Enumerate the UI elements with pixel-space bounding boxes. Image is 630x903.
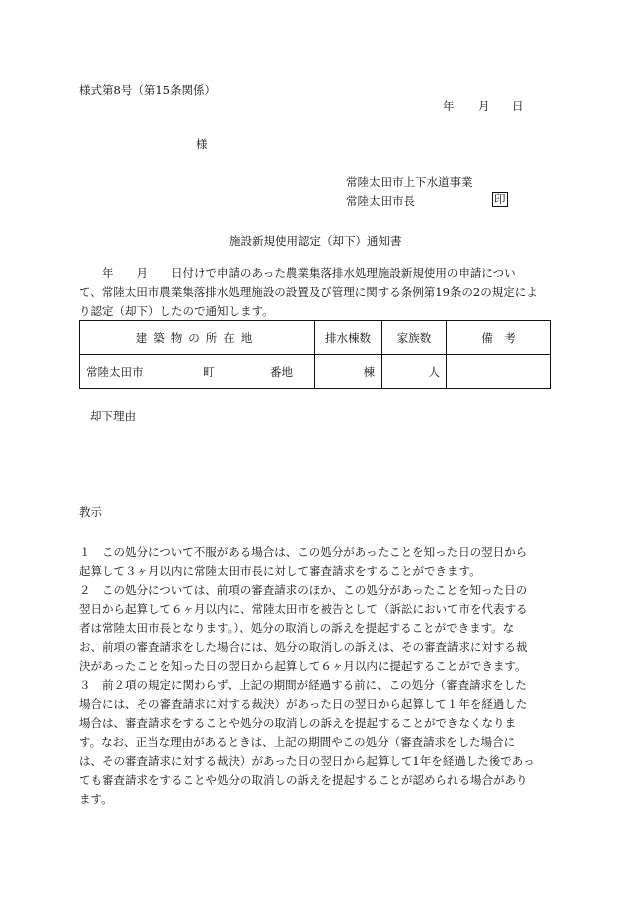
- body-line: り認定（却下）したので通知します。: [79, 304, 274, 318]
- body-line: て、常陸太田市農業集落排水処理施設の設置及び管理に関する条例第19条の2の規定によ: [79, 285, 538, 299]
- seal-mark: [492, 192, 508, 207]
- form-number: 様式第8号（第15条関係）: [79, 83, 216, 97]
- date-month: 月: [478, 99, 490, 113]
- table-header-row: [80, 321, 551, 355]
- header-remarks: 備 考: [447, 321, 551, 355]
- remarks-cell: [447, 355, 551, 389]
- instruction-line: お、前項の審査請求をした場合には、処分の取消しの訴えは、その審査請求に対する裁: [79, 640, 528, 654]
- addressee-suffix: 様: [196, 137, 208, 151]
- instruction-line: は、その審査請求に対する裁決）があった日の翌日から起算して1年を経過した後であっ: [79, 754, 535, 768]
- header-location: 建築物の所在地: [80, 321, 315, 355]
- instruction-text: [79, 543, 549, 809]
- location-town-unit: 町: [203, 364, 215, 379]
- instruction-line: ても審査請求をすることや処分の取消しの訴えを提起することが認められる場合があり: [79, 773, 528, 787]
- table-row: [80, 355, 551, 389]
- date-day: 日: [512, 99, 524, 113]
- instruction-heading: 教示: [79, 505, 102, 519]
- instruction-line: １ この処分について不服がある場合は、この処分があったことを知った日の翌日から: [79, 545, 528, 559]
- body-line: 年 月 日付けで申請のあった農業集落排水処理施設新規使用の申請につい: [79, 266, 516, 280]
- building-info-table: [79, 320, 551, 389]
- seal-text: 印: [494, 192, 506, 206]
- instruction-line: 場合には、その審査請求に対する裁決）があった日の翌日から起算して１年を経過した: [79, 697, 528, 711]
- instruction-line: 決があったことを知った日の翌日から起算して６ヶ月以内に提起することができます。: [79, 659, 527, 673]
- header-drain-count: 排水棟数: [315, 321, 382, 355]
- location-cell: [80, 355, 315, 389]
- body-text: [79, 264, 549, 321]
- instruction-line: ３ 前２項の規定に関わらず、上記の期間が経過する前に、この処分（審査請求をした: [79, 678, 527, 692]
- instruction-line: ます。: [79, 792, 113, 806]
- location-lot-unit: 番地: [270, 364, 293, 379]
- instruction-line: 起算して３ヶ月以内に常陸太田市長に対して審査請求をすることができます。: [79, 564, 481, 578]
- location-city: 常陸太田市: [86, 364, 144, 379]
- drain-count-cell: 棟: [315, 355, 382, 389]
- document-title: 施設新規使用認定（却下）通知書: [229, 234, 402, 248]
- date-year: 年: [443, 99, 455, 113]
- instruction-line: ２ この処分については、前項の審査請求のほか、この処分があったことを知った日の: [79, 583, 528, 597]
- instruction-line: 翌日から起算して６ヶ月以内に、常陸太田市を被告として（訴訟において市を代表する: [79, 602, 528, 616]
- family-count-cell: 人: [382, 355, 447, 389]
- instruction-line: 者は常陸太田市長となります。）、処分の取消しの訴えを提起することができます。な: [79, 621, 515, 635]
- rejection-reason-label: 却下理由: [90, 409, 136, 423]
- header-family-count: 家族数: [382, 321, 447, 355]
- issuer-title: 常陸太田市長: [346, 194, 415, 208]
- instruction-line: 場合は、審査請求をすることや処分の取消しの訴えを提起することができなくなりま: [79, 716, 516, 730]
- instruction-line: す。なお、正当な理由があるときは、上記の期間やこの処分（審査請求をした場合に: [79, 735, 516, 749]
- issuer-organization: 常陸太田市上下水道事業: [346, 175, 473, 189]
